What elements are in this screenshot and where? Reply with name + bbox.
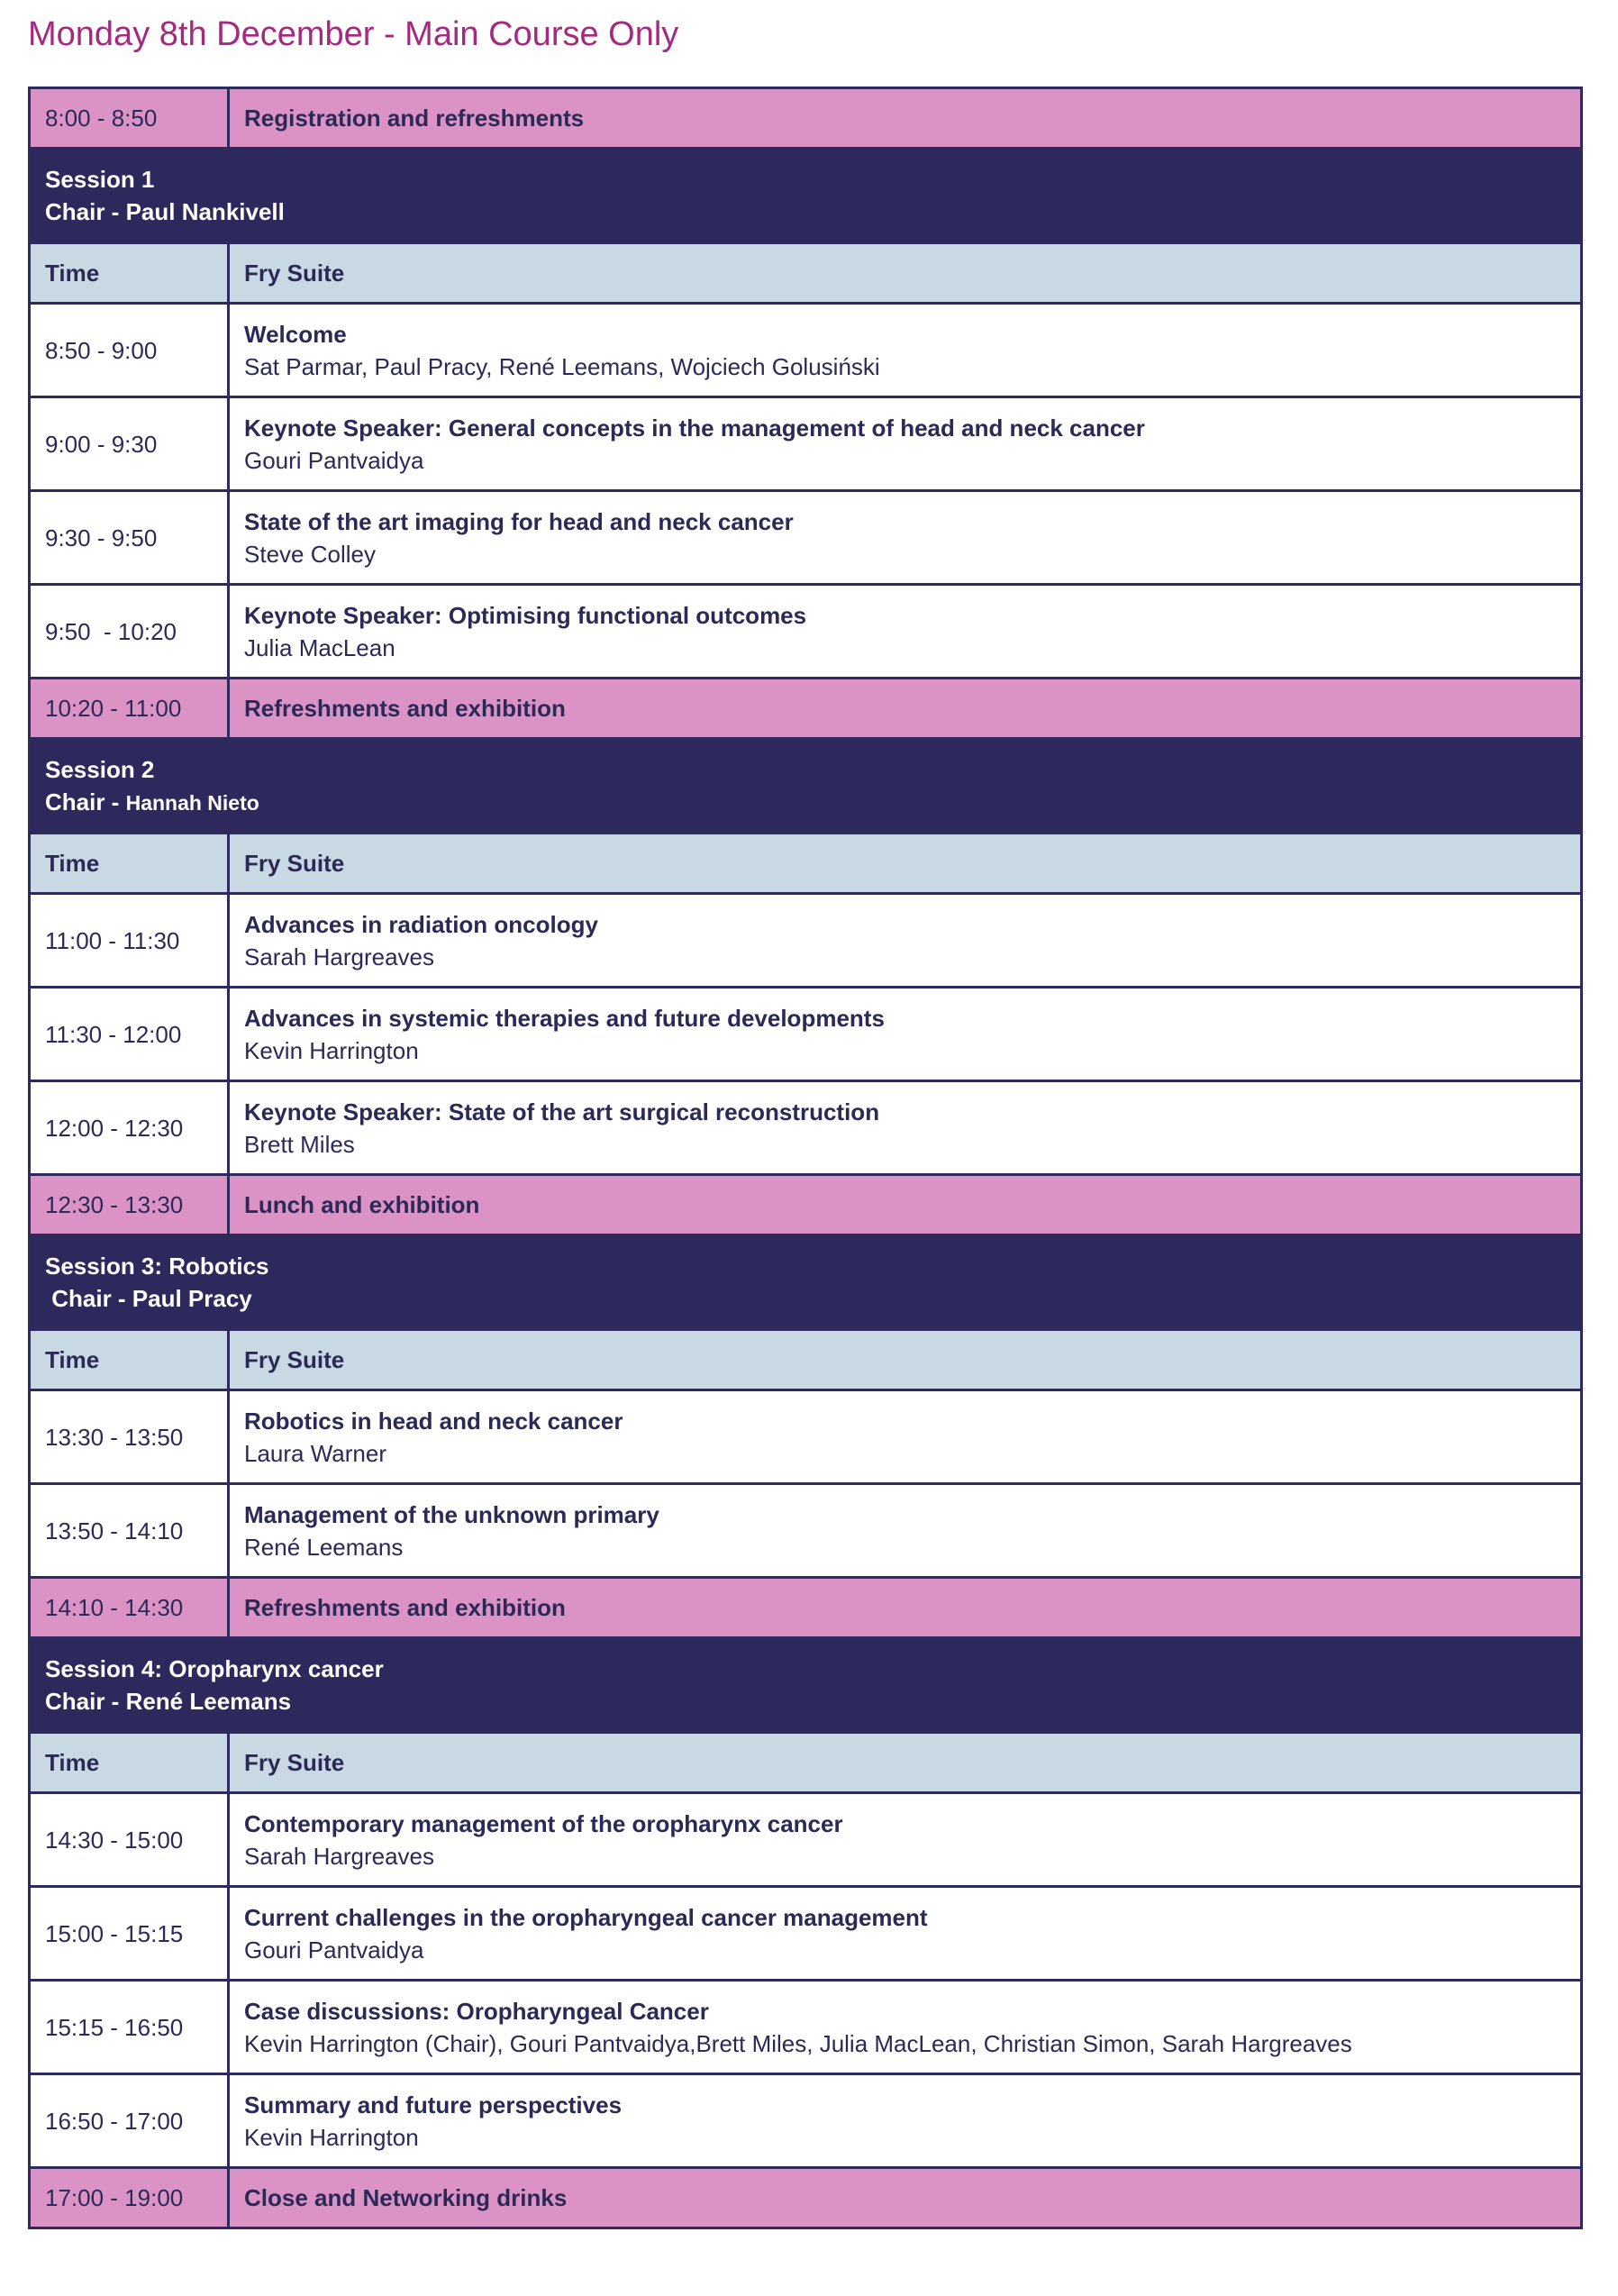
talk-cell: [229, 1793, 1582, 1887]
break-row: [30, 1175, 1582, 1235]
session-row: [30, 1235, 1582, 1330]
talk-time: 13:30 - 13:50: [30, 1390, 229, 1484]
session-row: [30, 1638, 1582, 1733]
talk-time: 9:50 - 10:20: [30, 585, 229, 679]
talk-row: [30, 397, 1582, 491]
break-row: [30, 1578, 1582, 1638]
page-title: Monday 8th December - Main Course Only: [28, 15, 679, 53]
talk-row: [30, 585, 1582, 679]
session-title: Session 2: [45, 755, 155, 783]
talk-row: [30, 1793, 1582, 1887]
session-chair-prefix: Chair -: [45, 788, 126, 815]
talk-speakers: Sarah Hargreaves: [244, 1842, 434, 1870]
talk-row: [30, 491, 1582, 585]
talk-title: Welcome: [244, 320, 347, 348]
talk-title: Current challenges in the oropharyngeal cancer management: [244, 1903, 928, 1931]
talk-time: 8:50 - 9:00: [30, 304, 229, 397]
break-label: Refreshments and exhibition: [229, 1578, 1582, 1638]
header-room: Fry Suite: [229, 1330, 1582, 1390]
talk-speakers: Gouri Pantvaidya: [244, 446, 424, 474]
talk-row: [30, 1981, 1582, 2074]
talk-cell: [229, 1390, 1582, 1484]
talk-title: Advances in radiation oncology: [244, 910, 598, 938]
break-row: [30, 88, 1582, 149]
talk-cell: [229, 1887, 1582, 1981]
talk-time: 9:00 - 9:30: [30, 397, 229, 491]
session-chair-name: Hannah Nieto: [125, 790, 259, 815]
session-cell: [30, 739, 1582, 834]
talk-title: Summary and future perspectives: [244, 2091, 623, 2118]
session-chair: Chair - Paul Nankivell: [45, 198, 285, 225]
break-time: 17:00 - 19:00: [30, 2168, 229, 2228]
session-cell: [30, 1235, 1582, 1330]
talk-cell: [229, 397, 1582, 491]
break-label: Registration and refreshments: [229, 88, 1582, 149]
talk-time: 12:00 - 12:30: [30, 1081, 229, 1175]
break-label: Lunch and exhibition: [229, 1175, 1582, 1235]
talk-row: [30, 1887, 1582, 1981]
talk-time: 11:30 - 12:00: [30, 988, 229, 1081]
table-header-row: [30, 834, 1582, 894]
talk-title: Robotics in head and neck cancer: [244, 1407, 623, 1435]
talk-cell: [229, 585, 1582, 679]
header-room: Fry Suite: [229, 834, 1582, 894]
header-time: Time: [30, 1733, 229, 1793]
talk-row: [30, 988, 1582, 1081]
talk-cell: [229, 1981, 1582, 2074]
talk-title: State of the art imaging for head and neck cancer: [244, 507, 794, 535]
talk-title: Keynote Speaker: Optimising functional outcomes: [244, 601, 807, 629]
header-time: Time: [30, 1330, 229, 1390]
session-title: Session 1: [45, 166, 155, 193]
talk-time: 16:50 - 17:00: [30, 2074, 229, 2168]
header-time: Time: [30, 243, 229, 304]
break-row: [30, 679, 1582, 739]
talk-speakers: Kevin Harrington (Chair), Gouri Pantvaidya,Brett Miles, Julia MacLean, Christian Simon, Sarah Hargreaves: [244, 2029, 1352, 2057]
talk-speakers: Sat Parmar, Paul Pracy, René Leemans, Wojciech Golusiński: [244, 352, 880, 380]
talk-time: 11:00 - 11:30: [30, 894, 229, 988]
talk-speakers: Sarah Hargreaves: [244, 943, 434, 970]
talk-time: 15:00 - 15:15: [30, 1887, 229, 1981]
talk-row: [30, 1081, 1582, 1175]
talk-title: Keynote Speaker: General concepts in the management of head and neck cancer: [244, 414, 1145, 442]
talk-row: [30, 1484, 1582, 1578]
break-label: Refreshments and exhibition: [229, 679, 1582, 739]
talk-speakers: Julia MacLean: [244, 633, 395, 661]
session-row: [30, 149, 1582, 243]
talk-speakers: Laura Warner: [244, 1439, 386, 1467]
session-row: [30, 739, 1582, 834]
talk-time: 15:15 - 16:50: [30, 1981, 229, 2074]
talk-cell: [229, 1484, 1582, 1578]
talk-title: Advances in systemic therapies and future developments: [244, 1004, 885, 1032]
session-chair: Chair - Paul Pracy: [45, 1285, 252, 1312]
talk-speakers: Kevin Harrington: [244, 1036, 419, 1064]
table-header-row: [30, 1330, 1582, 1390]
talk-speakers: Steve Colley: [244, 540, 376, 568]
talk-speakers: Brett Miles: [244, 1130, 355, 1158]
talk-title: Contemporary management of the oropharynx cancer: [244, 1809, 843, 1837]
talk-cell: [229, 491, 1582, 585]
header-room: Fry Suite: [229, 243, 1582, 304]
talk-row: [30, 894, 1582, 988]
talk-time: 13:50 - 14:10: [30, 1484, 229, 1578]
header-room: Fry Suite: [229, 1733, 1582, 1793]
break-row: [30, 2168, 1582, 2228]
talk-row: [30, 304, 1582, 397]
header-time: Time: [30, 834, 229, 894]
talk-cell: [229, 1081, 1582, 1175]
talk-cell: [229, 2074, 1582, 2168]
talk-speakers: René Leemans: [244, 1533, 404, 1561]
break-time: 12:30 - 13:30: [30, 1175, 229, 1235]
talk-row: [30, 2074, 1582, 2168]
break-time: 8:00 - 8:50: [30, 88, 229, 149]
break-time: 10:20 - 11:00: [30, 679, 229, 739]
talk-cell: [229, 304, 1582, 397]
talk-speakers: Gouri Pantvaidya: [244, 1936, 424, 1963]
talk-title: Management of the unknown primary: [244, 1500, 659, 1528]
table-header-row: [30, 243, 1582, 304]
break-label: Close and Networking drinks: [229, 2168, 1582, 2228]
talk-title: Keynote Speaker: State of the art surgical reconstruction: [244, 1098, 880, 1125]
session-chair: [45, 786, 1580, 819]
talk-row: [30, 1390, 1582, 1484]
talk-cell: [229, 988, 1582, 1081]
talk-time: 9:30 - 9:50: [30, 491, 229, 585]
session-cell: [30, 149, 1582, 243]
session-cell: [30, 1638, 1582, 1733]
session-title: Session 4: Oropharynx cancer: [45, 1655, 384, 1682]
session-chair: Chair - René Leemans: [45, 1688, 292, 1715]
talk-cell: [229, 894, 1582, 988]
programme-table: [28, 87, 1583, 2229]
talk-speakers: Kevin Harrington: [244, 2123, 419, 2151]
session-title: Session 3: Robotics: [45, 1253, 269, 1280]
talk-title: Case discussions: Oropharyngeal Cancer: [244, 1997, 709, 2025]
talk-time: 14:30 - 15:00: [30, 1793, 229, 1887]
table-header-row: [30, 1733, 1582, 1793]
break-time: 14:10 - 14:30: [30, 1578, 229, 1638]
